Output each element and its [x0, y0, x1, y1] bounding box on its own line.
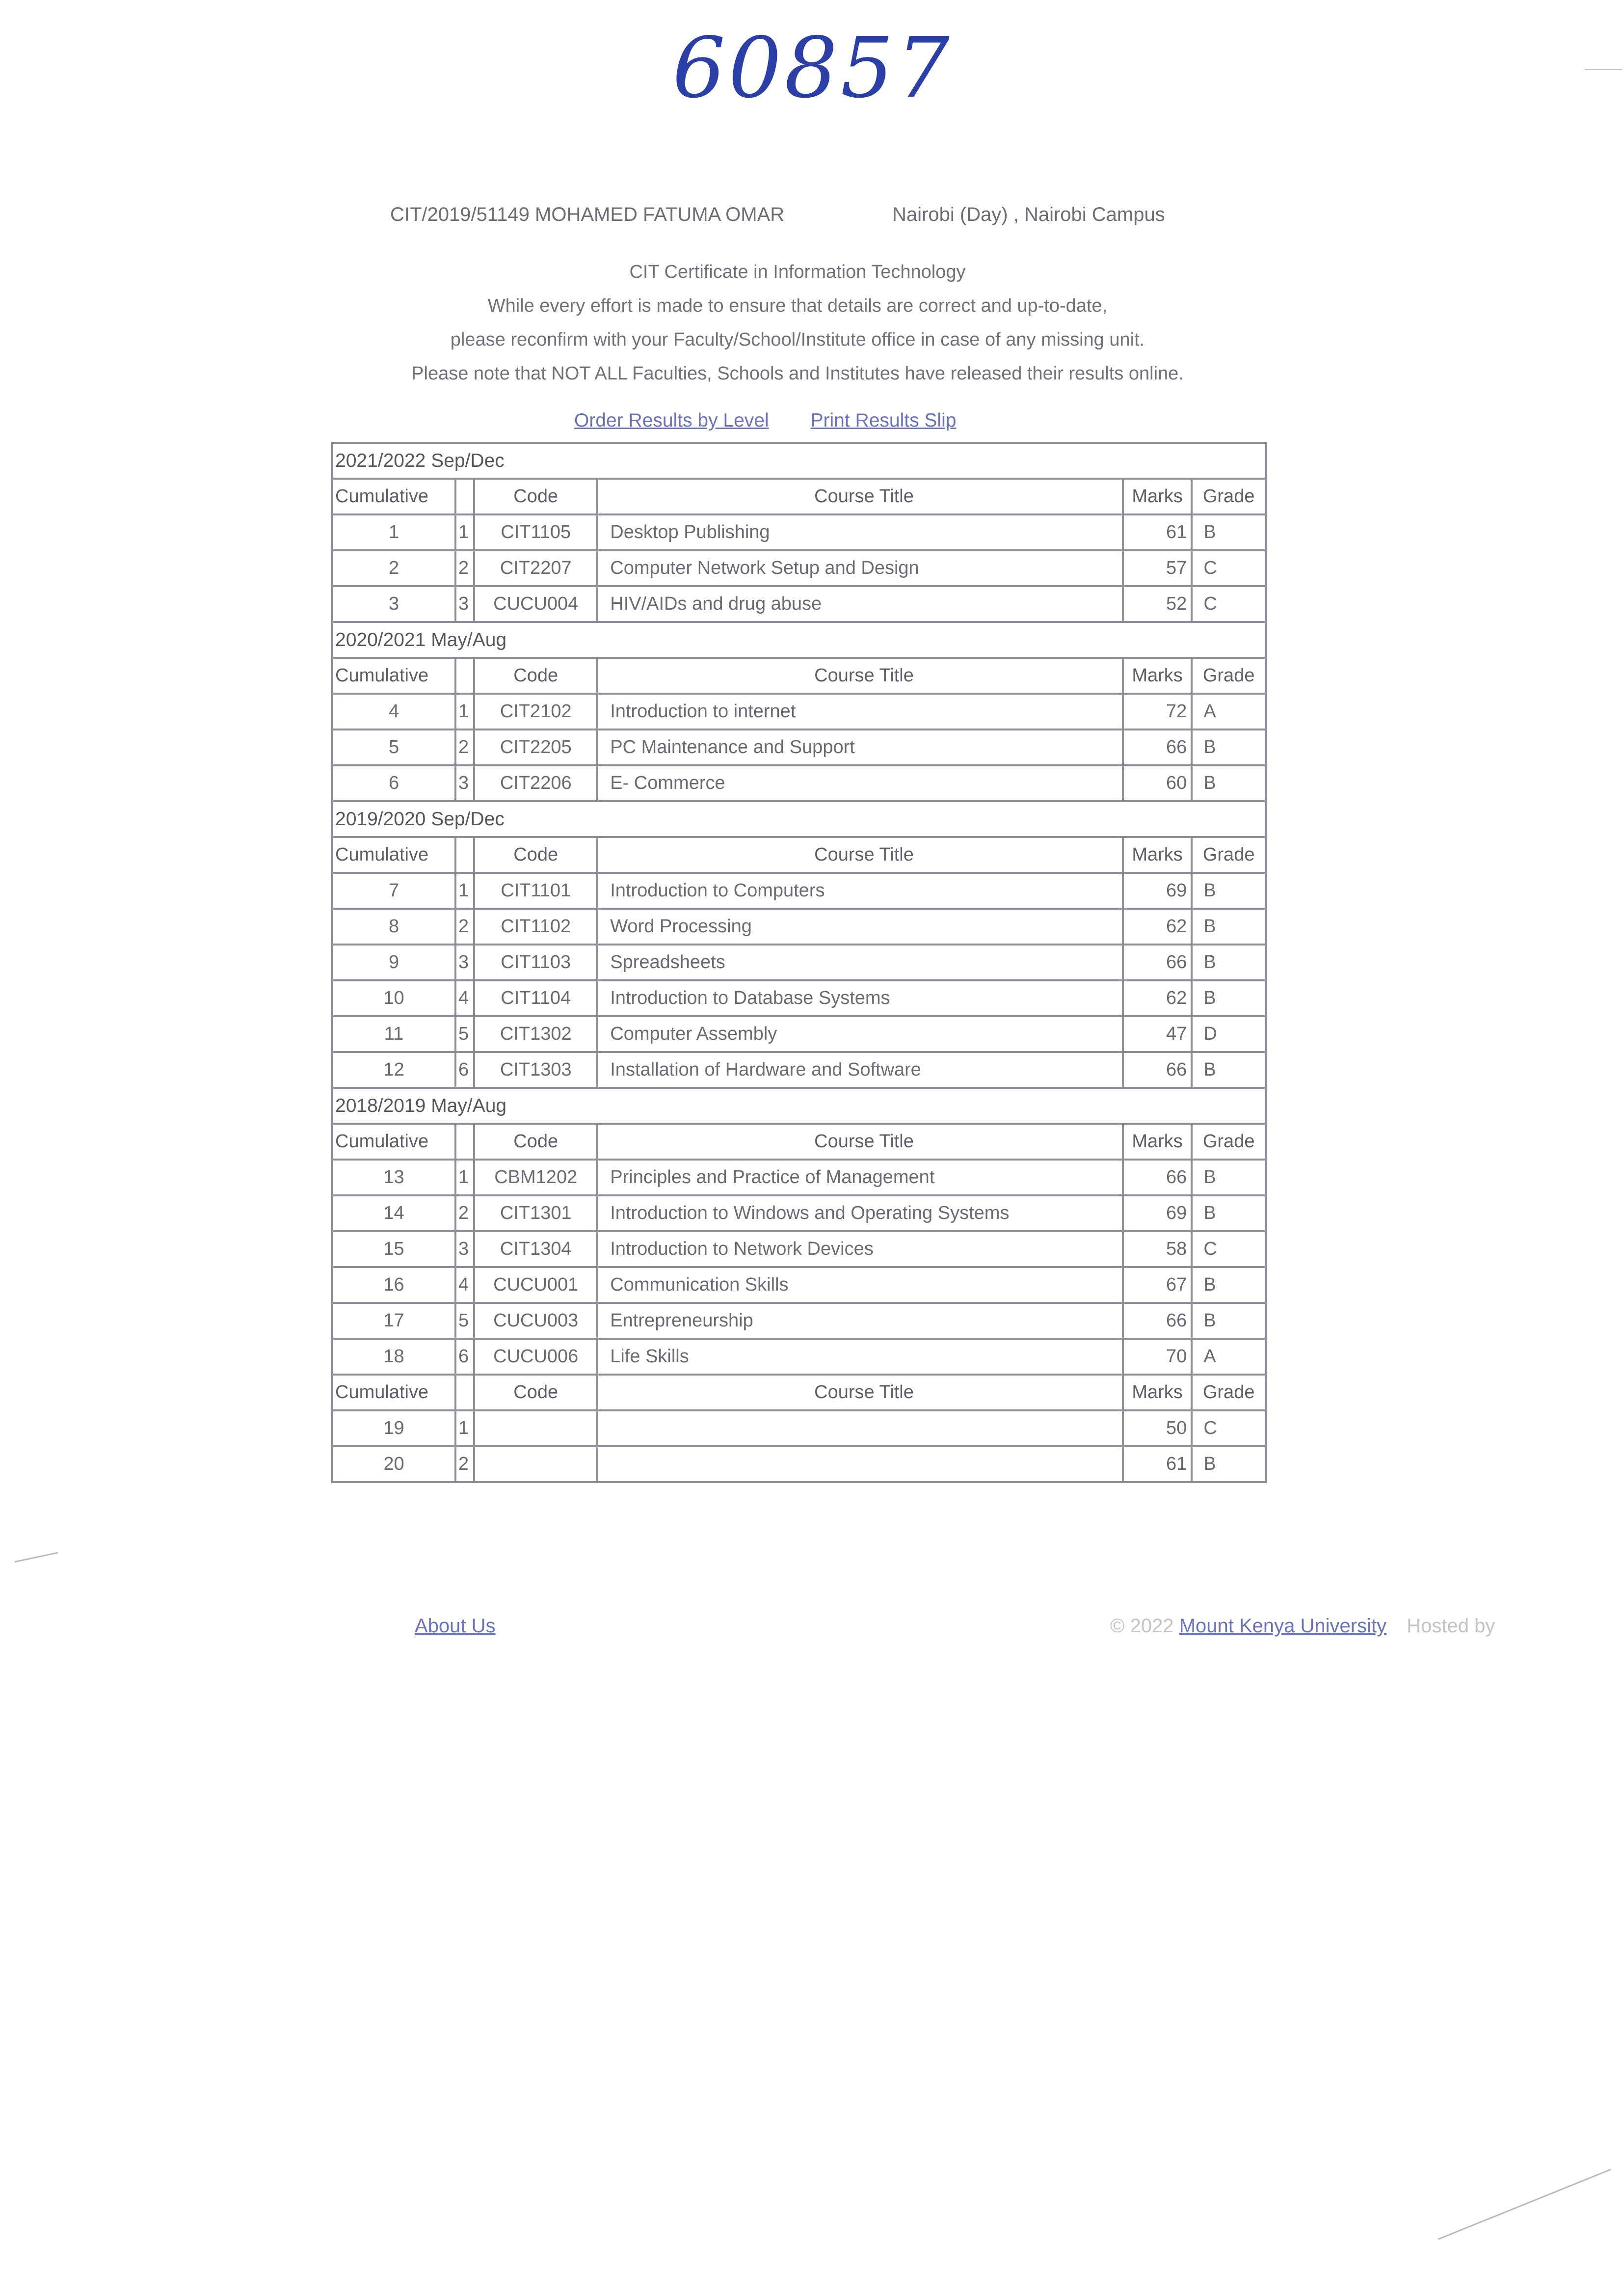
copyright-text: © 2022 — [1110, 1615, 1174, 1637]
programme-title: CIT Certificate in Information Technology — [629, 262, 966, 282]
column-header-grade: Grade — [1192, 1375, 1266, 1410]
column-header-marks: Marks — [1123, 837, 1192, 873]
column-header-grade: Grade — [1192, 1124, 1266, 1160]
table-row — [332, 729, 1266, 765]
column-header-marks: Marks — [1123, 1124, 1192, 1160]
column-header-course_title: Course Title — [597, 658, 1123, 694]
cell-marks: 61 — [1123, 514, 1192, 550]
table-row — [332, 1195, 1266, 1231]
cell-title: E- Commerce — [597, 765, 1123, 801]
table-row — [332, 1410, 1266, 1446]
cell-marks: 57 — [1123, 550, 1192, 586]
cell-title: Introduction to Database Systems — [597, 980, 1123, 1016]
column-header-marks: Marks — [1123, 479, 1192, 514]
results-notice — [275, 255, 1320, 391]
table-row — [332, 1339, 1266, 1375]
table-row — [332, 1267, 1266, 1303]
cell-marks: 47 — [1123, 1016, 1192, 1052]
cell-seq: 1 — [455, 694, 474, 729]
cell-grade: B — [1192, 1303, 1266, 1339]
cell-code: CIT1303 — [474, 1052, 597, 1088]
cell-title: PC Maintenance and Support — [597, 729, 1123, 765]
cell-marks: 58 — [1123, 1231, 1192, 1267]
cell-seq: 4 — [455, 1267, 474, 1303]
cell-title: Introduction to Computers — [597, 873, 1123, 909]
table-row — [332, 765, 1266, 801]
cell-title: Introduction to Windows and Operating Systems — [597, 1195, 1123, 1231]
term-label: 2019/2020 Sep/Dec — [332, 801, 1266, 837]
cell-grade: B — [1192, 1267, 1266, 1303]
column-header-code: Code — [474, 479, 597, 514]
cell-cum: 8 — [332, 909, 455, 945]
cell-code: CIT1104 — [474, 980, 597, 1016]
cell-code: CIT2207 — [474, 550, 597, 586]
cell-seq: 1 — [455, 514, 474, 550]
about-us-link[interactable]: About Us — [415, 1615, 496, 1637]
student-campus: Nairobi (Day) , Nairobi Campus — [892, 204, 1165, 225]
cell-seq: 1 — [455, 873, 474, 909]
cell-title: Computer Network Setup and Design — [597, 550, 1123, 586]
cell-grade: B — [1192, 945, 1266, 980]
cell-title: Installation of Hardware and Software — [597, 1052, 1123, 1088]
cell-grade: B — [1192, 514, 1266, 550]
cell-title — [597, 1446, 1123, 1482]
student-header — [390, 204, 1224, 226]
cell-seq: 1 — [455, 1410, 474, 1446]
cell-marks: 62 — [1123, 909, 1192, 945]
cell-cum: 10 — [332, 980, 455, 1016]
table-row — [332, 873, 1266, 909]
column-header-seq — [455, 1124, 474, 1160]
cell-title: Principles and Practice of Management — [597, 1160, 1123, 1195]
results-table — [331, 442, 1267, 1483]
table-header-row — [332, 1375, 1266, 1410]
table-row — [332, 514, 1266, 550]
column-header-seq — [455, 837, 474, 873]
cell-cum: 13 — [332, 1160, 455, 1195]
hosted-by-text: Hosted by — [1407, 1615, 1495, 1637]
cell-code: CIT1302 — [474, 1016, 597, 1052]
cell-cum: 4 — [332, 694, 455, 729]
cell-marks: 67 — [1123, 1267, 1192, 1303]
table-row — [332, 1016, 1266, 1052]
cell-cum: 15 — [332, 1231, 455, 1267]
column-header-cumulative: Cumulative — [332, 837, 455, 873]
cell-code: CBM1202 — [474, 1160, 597, 1195]
table-header-row — [332, 479, 1266, 514]
table-row — [332, 550, 1266, 586]
cell-code — [474, 1410, 597, 1446]
column-header-marks: Marks — [1123, 1375, 1192, 1410]
notice-line: Please note that NOT ALL Faculties, Schools and Institutes have released their results online. — [411, 363, 1184, 384]
cell-seq: 5 — [455, 1016, 474, 1052]
column-header-code: Code — [474, 1375, 597, 1410]
cell-code: CIT1103 — [474, 945, 597, 980]
cell-grade: A — [1192, 1339, 1266, 1375]
column-header-grade: Grade — [1192, 479, 1266, 514]
cell-cum: 3 — [332, 586, 455, 622]
cell-marks: 66 — [1123, 729, 1192, 765]
table-row — [332, 1231, 1266, 1267]
cell-seq: 2 — [455, 1195, 474, 1231]
term-label: 2021/2022 Sep/Dec — [332, 443, 1266, 479]
cell-cum: 20 — [332, 1446, 455, 1482]
table-header-row — [332, 1124, 1266, 1160]
cell-grade: B — [1192, 1446, 1266, 1482]
cell-marks: 69 — [1123, 1195, 1192, 1231]
cell-seq: 2 — [455, 729, 474, 765]
cell-grade: B — [1192, 729, 1266, 765]
cell-title: Desktop Publishing — [597, 514, 1123, 550]
cell-cum: 17 — [332, 1303, 455, 1339]
table-row — [332, 586, 1266, 622]
cell-cum: 12 — [332, 1052, 455, 1088]
cell-grade: B — [1192, 1160, 1266, 1195]
handwritten-reference-number: 60857 — [672, 20, 953, 117]
cell-marks: 66 — [1123, 945, 1192, 980]
column-header-seq — [455, 479, 474, 514]
cell-title: Introduction to Network Devices — [597, 1231, 1123, 1267]
table-row — [332, 1303, 1266, 1339]
term-row — [332, 801, 1266, 837]
term-label: 2020/2021 May/Aug — [332, 622, 1266, 658]
cell-seq: 3 — [455, 945, 474, 980]
cell-code: CIT1105 — [474, 514, 597, 550]
cell-code — [474, 1446, 597, 1482]
cell-grade: B — [1192, 765, 1266, 801]
cell-grade: B — [1192, 1052, 1266, 1088]
cell-code: CUCU003 — [474, 1303, 597, 1339]
cell-code: CUCU004 — [474, 586, 597, 622]
cell-seq: 3 — [455, 1231, 474, 1267]
cell-title: Word Processing — [597, 909, 1123, 945]
cell-grade: B — [1192, 980, 1266, 1016]
cell-grade: C — [1192, 1410, 1266, 1446]
cell-code: CIT2206 — [474, 765, 597, 801]
column-header-course_title: Course Title — [597, 1124, 1123, 1160]
cell-grade: D — [1192, 1016, 1266, 1052]
cell-seq: 5 — [455, 1303, 474, 1339]
cell-seq: 6 — [455, 1339, 474, 1375]
term-row — [332, 622, 1266, 658]
column-header-cumulative: Cumulative — [332, 1375, 455, 1410]
column-header-seq — [455, 658, 474, 694]
column-header-marks: Marks — [1123, 658, 1192, 694]
cell-marks: 66 — [1123, 1160, 1192, 1195]
results-links — [574, 410, 956, 432]
cell-code: CUCU006 — [474, 1339, 597, 1375]
cell-cum: 2 — [332, 550, 455, 586]
term-row — [332, 1088, 1266, 1124]
cell-marks: 70 — [1123, 1339, 1192, 1375]
cell-code: CIT1102 — [474, 909, 597, 945]
scan-mark — [1437, 2169, 1611, 2240]
results-table-body — [332, 443, 1266, 1482]
cell-code: CIT1101 — [474, 873, 597, 909]
cell-marks: 62 — [1123, 980, 1192, 1016]
cell-code: CIT2102 — [474, 694, 597, 729]
cell-title: Introduction to internet — [597, 694, 1123, 729]
cell-grade: C — [1192, 586, 1266, 622]
table-row — [332, 1160, 1266, 1195]
cell-title: HIV/AIDs and drug abuse — [597, 586, 1123, 622]
cell-grade: B — [1192, 1195, 1266, 1231]
column-header-cumulative: Cumulative — [332, 658, 455, 694]
cell-grade: A — [1192, 694, 1266, 729]
cell-seq: 2 — [455, 1446, 474, 1482]
cell-cum: 19 — [332, 1410, 455, 1446]
table-row — [332, 980, 1266, 1016]
mount-kenya-university-link[interactable]: Mount Kenya University — [1179, 1615, 1387, 1637]
cell-seq: 3 — [455, 765, 474, 801]
column-header-grade: Grade — [1192, 658, 1266, 694]
cell-cum: 9 — [332, 945, 455, 980]
cell-code: CIT1304 — [474, 1231, 597, 1267]
print-results-slip-link[interactable]: Print Results Slip — [810, 410, 957, 431]
table-row — [332, 1446, 1266, 1482]
notice-line: please reconfirm with your Faculty/School/Institute office in case of any missing unit. — [450, 329, 1145, 350]
cell-grade: C — [1192, 1231, 1266, 1267]
cell-cum: 16 — [332, 1267, 455, 1303]
cell-seq: 4 — [455, 980, 474, 1016]
column-header-course_title: Course Title — [597, 837, 1123, 873]
cell-marks: 50 — [1123, 1410, 1192, 1446]
cell-code: CIT1301 — [474, 1195, 597, 1231]
table-header-row — [332, 658, 1266, 694]
cell-title — [597, 1410, 1123, 1446]
cell-title: Entrepreneurship — [597, 1303, 1123, 1339]
cell-seq: 2 — [455, 550, 474, 586]
notice-line: While every effort is made to ensure that details are correct and up-to-date, — [487, 296, 1108, 316]
column-header-code: Code — [474, 1124, 597, 1160]
cell-title: Spreadsheets — [597, 945, 1123, 980]
cell-cum: 18 — [332, 1339, 455, 1375]
cell-marks: 66 — [1123, 1303, 1192, 1339]
cell-cum: 1 — [332, 514, 455, 550]
cell-title: Life Skills — [597, 1339, 1123, 1375]
column-header-grade: Grade — [1192, 837, 1266, 873]
cell-cum: 5 — [332, 729, 455, 765]
footer-left — [415, 1615, 496, 1637]
cell-marks: 61 — [1123, 1446, 1192, 1482]
column-header-cumulative: Cumulative — [332, 1124, 455, 1160]
table-row — [332, 909, 1266, 945]
cell-grade: B — [1192, 909, 1266, 945]
order-results-by-level-link[interactable]: Order Results by Level — [574, 410, 769, 431]
cell-marks: 66 — [1123, 1052, 1192, 1088]
column-header-cumulative: Cumulative — [332, 479, 455, 514]
cell-title: Communication Skills — [597, 1267, 1123, 1303]
cell-grade: B — [1192, 873, 1266, 909]
cell-marks: 69 — [1123, 873, 1192, 909]
term-label: 2018/2019 May/Aug — [332, 1088, 1266, 1124]
column-header-course_title: Course Title — [597, 479, 1123, 514]
column-header-code: Code — [474, 837, 597, 873]
cell-cum: 6 — [332, 765, 455, 801]
table-row — [332, 1052, 1266, 1088]
term-row — [332, 443, 1266, 479]
cell-title: Computer Assembly — [597, 1016, 1123, 1052]
cell-seq: 2 — [455, 909, 474, 945]
table-row — [332, 945, 1266, 980]
cell-seq: 1 — [455, 1160, 474, 1195]
scan-mark — [15, 1552, 58, 1563]
cell-cum: 14 — [332, 1195, 455, 1231]
scan-mark — [1585, 69, 1622, 70]
cell-cum: 11 — [332, 1016, 455, 1052]
column-header-code: Code — [474, 658, 597, 694]
cell-code: CUCU001 — [474, 1267, 597, 1303]
table-header-row — [332, 837, 1266, 873]
table-row — [332, 694, 1266, 729]
cell-marks: 60 — [1123, 765, 1192, 801]
cell-seq: 3 — [455, 586, 474, 622]
student-identity: CIT/2019/51149 MOHAMED FATUMA OMAR — [390, 204, 785, 225]
cell-marks: 72 — [1123, 694, 1192, 729]
cell-marks: 52 — [1123, 586, 1192, 622]
footer-right — [1110, 1615, 1495, 1637]
cell-seq: 6 — [455, 1052, 474, 1088]
column-header-seq — [455, 1375, 474, 1410]
column-header-course_title: Course Title — [597, 1375, 1123, 1410]
cell-cum: 7 — [332, 873, 455, 909]
cell-code: CIT2205 — [474, 729, 597, 765]
cell-grade: C — [1192, 550, 1266, 586]
